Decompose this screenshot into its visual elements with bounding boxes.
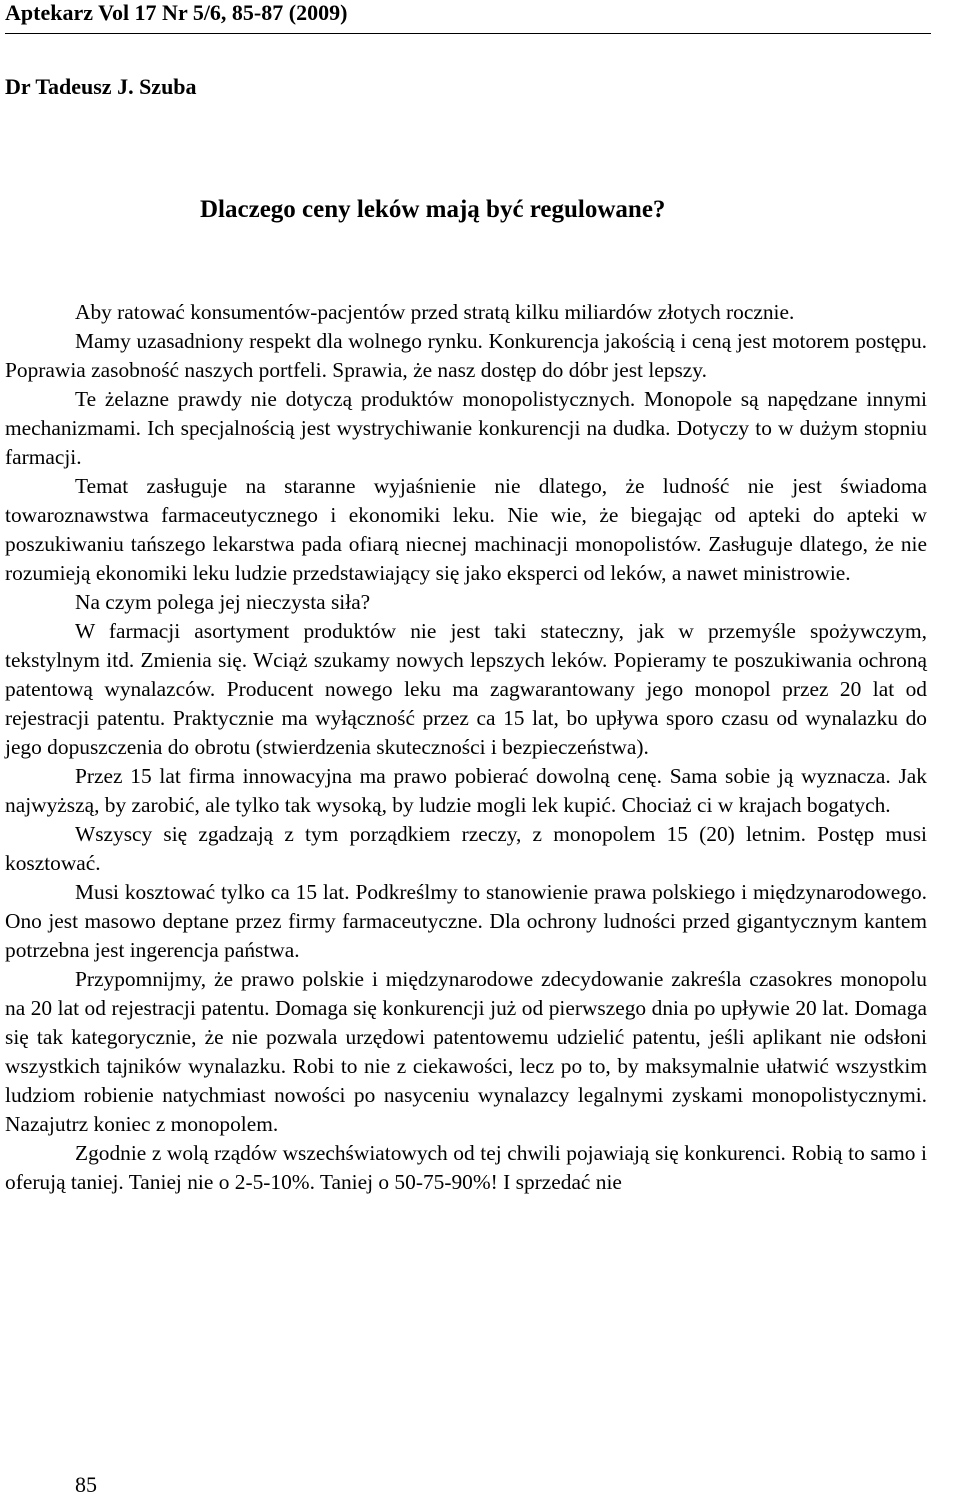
header-rule	[5, 33, 931, 34]
paragraph: W farmacji asortyment produktów nie jest taki stateczny, jak w przemyśle spożywczym, tekstylnym itd. Zmienia się. Wciąż szukamy nowych lepszych leków. Popieramy te poszukiwania ochroną patentową wynalazców. Producent nowego leku ma zagwarantowany jego monopol przez 20 lat od rejestracji patentu. Praktycznie ma wyłączność przez ca 15 lat, bo upływa sporo czasu od wynalazku do jego dopuszczenia do obrotu (stwierdzenia skuteczności i bezpieczeństwa).	[5, 619, 927, 759]
paragraph: Aby ratować konsumentów-pacjentów przed stratą kilku miliardów złotych rocznie.	[75, 300, 795, 324]
journal-citation: Aptekarz Vol 17 Nr 5/6, 85-87 (2009)	[5, 0, 348, 25]
paragraph: Mamy uzasadniony respekt dla wolnego rynku. Konkurencja jakością i ceną jest motorem postępu. Poprawia zasobność naszych portfeli. Sprawia, że nasz dostęp do dóbr jest lepszy.	[5, 329, 927, 382]
paragraph: Na czym polega jej nieczysta siła?	[75, 590, 371, 614]
paragraph: Musi kosztować tylko ca 15 lat. Podkreślmy to stanowienie prawa polskiego i międzynarodowego. Ono jest masowo deptane przez firmy farmaceutyczne. Dla ochrony ludności przed gigantycznym kantem potrzebna jest ingerencja państwa.	[5, 880, 927, 962]
paragraph: Zgodnie z wolą rządów wszechświatowych od tej chwili pojawiają się konkurenci. Robią to samo i oferują taniej. Taniej nie o 2-5-10%. Taniej o 50-75-90%! I sprzedać nie	[5, 1141, 927, 1194]
page-number: 85	[75, 1472, 97, 1497]
paragraph: Przez 15 lat firma innowacyjna ma prawo pobierać dowolną cenę. Sama sobie ją wyznacza. Jak najwyższą, by zarobić, ale tylko tak wysoką, by ludzie mogli lek kupić. Chociaż ci w krajach bogatych.	[5, 764, 927, 817]
article-body	[5, 298, 927, 1197]
paragraph: Przypomnijmy, że prawo polskie i międzynarodowe zdecydowanie zakreśla czasokres monopolu na 20 lat od rejestracji patentu. Domaga się konkurencji już od pierwszego dnia po upływie 20 lat. Domaga się tak kategorycznie, że nie pozwala urzędowi patentowemu udzielić patentu, jeśli aplikant nie odsłoni wszystkich tajników wynalazku. Robi to nie z ciekawości, lecz po to, by maksymalnie ułatwić wszystkim ludziom robienie natychmiast nowości po nasyceniu wynalazcy legalnymi zyskami monopolistycznymi. Nazajutrz koniec z monopolem.	[5, 967, 927, 1136]
author-name: Dr Tadeusz J. Szuba	[5, 74, 197, 99]
article-title: Dlaczego ceny leków mają być regulowane?	[200, 196, 666, 223]
paragraph: Wszyscy się zgadzają z tym porządkiem rzeczy, z monopolem 15 (20) letnim. Postęp musi kosztować.	[5, 822, 927, 875]
paragraph: Temat zasługuje na staranne wyjaśnienie nie dlatego, że ludność nie jest świadoma towaroznawstwa farmaceutycznego i ekonomiki leku. Nie wie, że biegając od apteki do apteki w poszukiwaniu tańszego lekarstwa pada ofiarą niecnej machinacji monopolistów. Zasługuje dlatego, że nie rozumieją ekonomiki leku ludzie przedstawiający się jako eksperci od leków, a nawet ministrowie.	[5, 474, 927, 585]
paragraph: Te żelazne prawdy nie dotyczą produktów monopolistycznych. Monopole są napędzane innymi mechanizmami. Ich specjalnością jest wystrychiwanie konkurencji na dudka. Dotyczy to w dużym stopniu farmacji.	[5, 387, 927, 469]
